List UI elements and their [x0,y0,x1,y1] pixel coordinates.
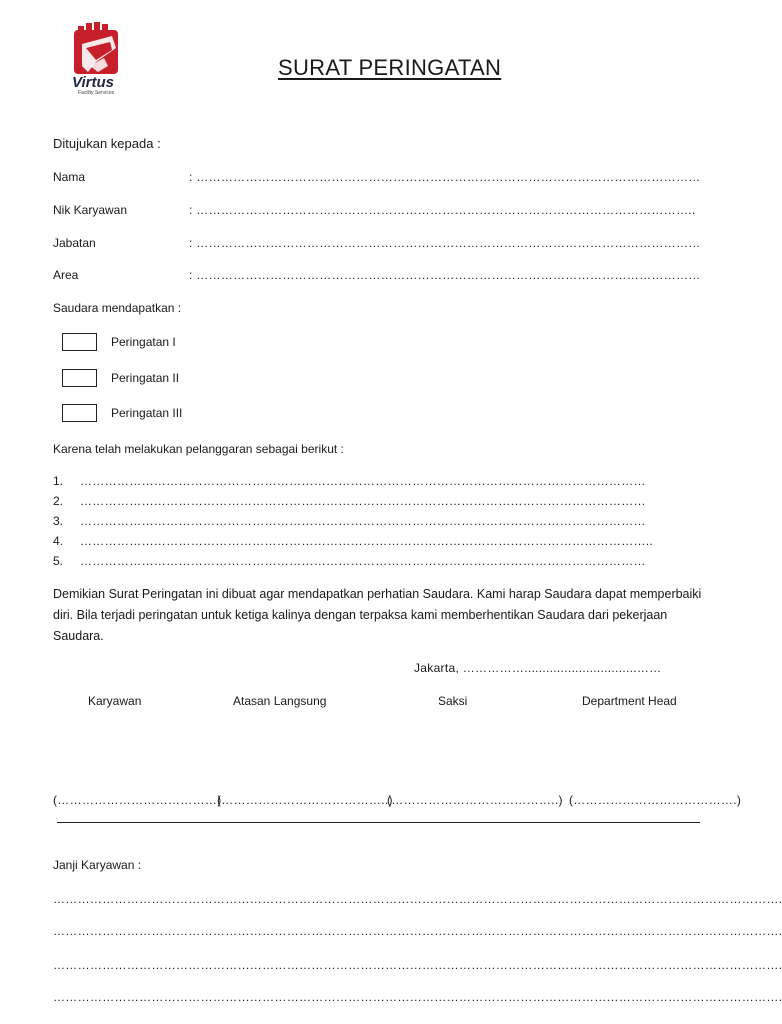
field-value-area[interactable]: : …………………………………………………………………………………………………………… [189,268,701,282]
promise-line-2[interactable]: ……………………………………………………………………………………………………………………………………………………………. [53,924,782,938]
violation-line-1[interactable]: ………………………………………………………………………………………………………………………… [80,474,646,488]
violation-number-3: 3. [53,514,64,528]
violation-line-2[interactable]: ………………………………………………………………………………………………………………………… [80,494,646,508]
promise-line-4[interactable]: ……………………………………………………………………………………………………………………………………………………………. [53,990,782,1004]
signatory-role-karyawan: Karyawan [88,694,142,708]
field-label-nama: Nama [53,170,86,184]
closing-paragraph: Demikian Surat Peringatan ini dibuat agar mendapatkan perhatian Saudara. Kami harap Saudara dapat memperbaiki diri. Bila terjadi peringatan untuk ketiga kalinya dengan terpaksa kami memberhentikan Saudara dari pekerjaan Saudara. [53,587,702,643]
logo-tagline: Facility Services [78,90,115,96]
field-label-jabatan: Jabatan [53,236,96,250]
violation-number-1: 1. [53,474,64,488]
logo-wordmark: Virtus [72,74,114,91]
promise-line-3[interactable]: ……………………………………………………………………………………………………………………………………………………………. [53,958,782,972]
warning-label-3: Peringatan III [111,406,183,420]
violation-number-4: 4. [53,534,64,548]
signatory-role-dept-head: Department Head [582,694,677,708]
signatory-role-atasan: Atasan Langsung [233,694,327,708]
violations-prompt: Karena telah melakukan pelanggaran sebagai berikut : [53,442,344,456]
signature-line-karyawan[interactable]: (…………………………………) [53,793,222,807]
warning-label-2: Peringatan II [111,371,180,385]
field-value-nama[interactable]: : …………………………………………………………………………………………………………… [189,170,701,184]
signature-line-atasan[interactable]: (…………………………………..) [217,793,393,807]
violation-number-2: 2. [53,494,64,508]
promise-label: Janji Karyawan : [53,858,142,872]
checkbox-peringatan-2[interactable] [62,369,97,387]
signature-line-saksi[interactable]: (…………………………………..) [387,793,563,807]
violation-line-4[interactable]: ………………………………………………………………………………………………………………………….. [80,534,654,548]
checkbox-peringatan-1[interactable] [62,333,97,351]
field-label-nik: Nik Karyawan [53,203,128,217]
section-divider [57,822,700,823]
checkbox-peringatan-3[interactable] [62,404,97,422]
warning-prompt: Saudara mendapatkan : [53,301,182,315]
promise-line-1[interactable]: ……………………………………………………………………………………………………………………………………………………………. [53,892,782,906]
signatory-role-saksi: Saksi [438,694,468,708]
page-title: SURAT PERINGATAN [278,55,502,80]
place-date[interactable]: Jakarta, ……………...............................…… [414,661,662,675]
violation-line-3[interactable]: ………………………………………………………………………………………………………………………… [80,514,646,528]
field-value-nik[interactable]: : ………………………………………………………………………………………………………….. [189,203,696,217]
violation-number-5: 5. [53,554,64,568]
signature-line-dept-head[interactable]: (………………………………….) [569,793,742,807]
addressee-label: Ditujukan kepada : [53,136,161,151]
violation-line-5[interactable]: ………………………………………………………………………………………………………………………… [80,554,646,568]
field-label-area: Area [53,268,79,282]
field-value-jabatan[interactable]: : …………………………………………………………………………………………………………… [189,236,701,250]
warning-label-1: Peringatan I [111,335,176,349]
